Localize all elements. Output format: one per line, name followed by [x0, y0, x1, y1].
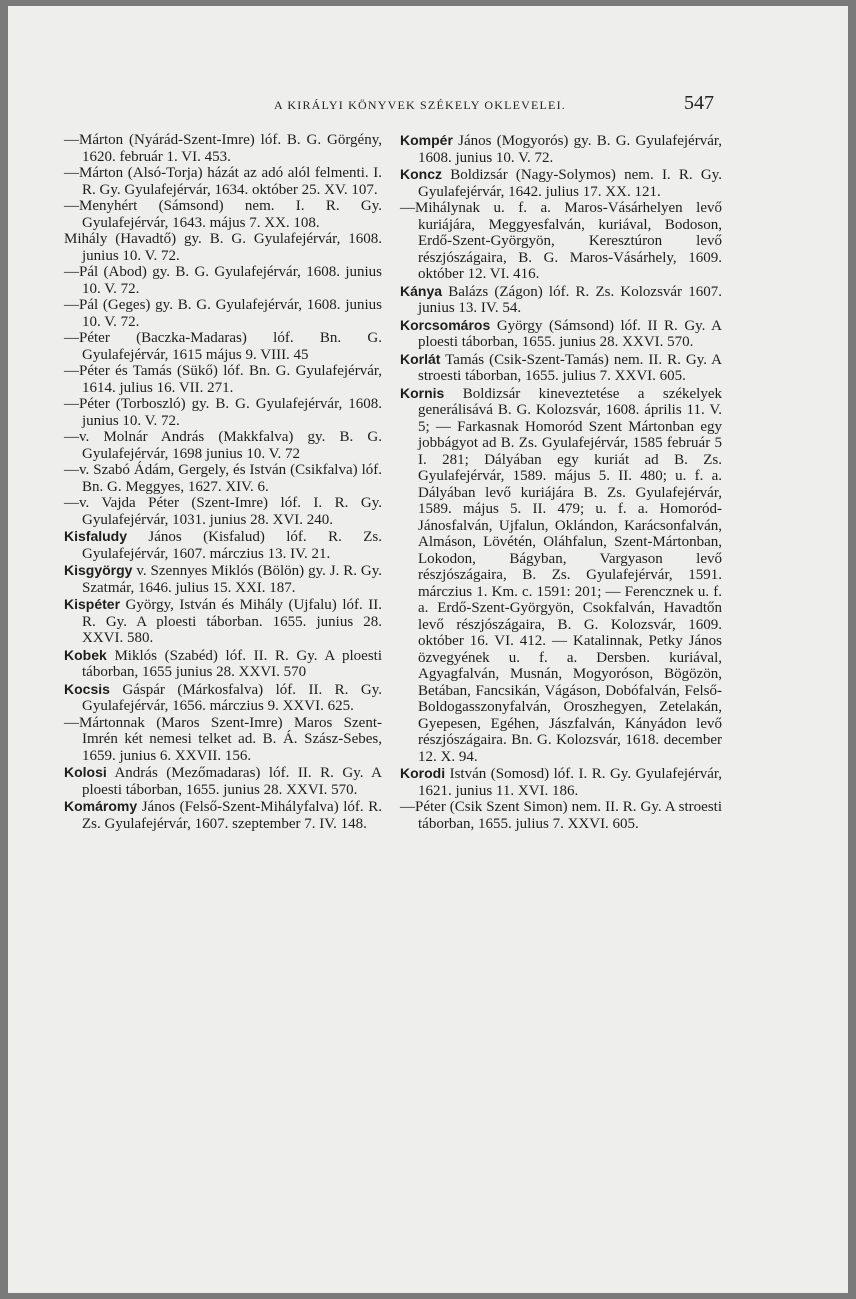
entry-text: István (Somosd) lóf. I. R. Gy. Gyulafejérvár, 1621. junius 11. XVI. 186.	[418, 766, 722, 799]
entry-text: —Pál (Geges) gy. B. G. Gyulafejérvár, 1608. junius 10. V. 72.	[64, 297, 382, 330]
index-entry	[64, 429, 382, 462]
entry-text: —Péter (Torboszló) gy. B. G. Gyulafejérvár, 1608. junius 10. V. 72.	[64, 396, 382, 429]
index-entry	[64, 596, 382, 647]
entry-text: —v. Molnár András (Makkfalva) gy. B. G. Gyulafejérvár, 1698 junius 10. V. 72	[64, 429, 382, 462]
entry-text: János (Felső-Szent-Mihályfalva) lóf. R. Zs. Gyulafejérvár, 1607. szeptember 7. IV. 148.	[82, 799, 382, 832]
entry-text: Gáspár (Márkosfalva) lóf. II. R. Gy. Gyulafejérvár, 1656. márczius 9. XXVI. 625.	[82, 681, 382, 714]
index-entry	[64, 165, 382, 198]
index-entry	[64, 396, 382, 429]
entry-headword: Korodi	[400, 765, 446, 781]
index-entry	[64, 681, 382, 715]
entry-headword: Kocsis	[64, 680, 110, 697]
index-entry	[400, 132, 722, 166]
index-entry	[64, 363, 382, 396]
index-entry	[400, 799, 722, 832]
entry-text: —Mártonnak (Maros Szent-Imre) Maros Szent-Imrén két nemesi telket ad. B. Á. Szász-Sebes, 1659. junius 6. XXVII. 156.	[64, 714, 382, 764]
entry-text: András (Mezőmadaras) lóf. II. R. Gy. A ploesti táborban, 1655. junius 28. XXVI. 570.	[82, 765, 382, 798]
index-entry	[400, 317, 722, 351]
index-entry	[64, 198, 382, 231]
entry-text: —Péter (Csik Szent Simon) nem. II. R. Gy. A stroesti táborban, 1655. julius 7. XXVI. 605.	[400, 799, 722, 832]
entry-headword: Koncz	[400, 166, 442, 182]
entry-headword: Kisgyörgy	[64, 562, 133, 578]
entry-headword: Kompér	[400, 132, 453, 148]
entry-text: —v. Vajda Péter (Szent-Imre) lóf. I. R. Gy. Gyulafejérvár, 1031. junius 28. XVI. 240.	[64, 495, 382, 528]
entry-headword: Kolosi	[64, 764, 107, 780]
entry-headword: Komáromy	[64, 798, 138, 814]
entry-text: —Péter (Baczka-Madaras) lóf. Bn. G. Gyulafejérvár, 1615 május 9. VIII. 45	[64, 330, 382, 363]
index-entry	[400, 200, 722, 283]
index-entry	[64, 231, 382, 264]
index-entry	[64, 764, 382, 798]
index-entry	[64, 715, 382, 765]
index-entry	[64, 297, 382, 330]
index-entry	[400, 283, 722, 317]
entry-text: János (Kisfalud) lóf. R. Zs. Gyulafejérvár, 1607. márczius 13. IV. 21.	[82, 529, 382, 562]
entry-text: György (Sámsond) lóf. II R. Gy. A ploesti táborban, 1655. junius 28. XXVI. 570.	[418, 317, 722, 350]
entry-text: Boldizsár (Nagy-Solymos) nem. I. R. Gy. Gyulafejérvár, 1642. julius 17. XX. 121.	[418, 167, 722, 200]
page-number: 547	[684, 92, 714, 114]
entry-headword: Korcsomáros	[400, 316, 491, 333]
entry-text: —Márton (Alsó-Torja) házát az adó alól felmenti. I. R. Gy. Gyulafejérvár, 1634. október 25. XV. 107.	[64, 165, 382, 198]
page-header	[8, 92, 848, 122]
index-entry	[400, 166, 722, 200]
entry-headword: Kobek	[64, 646, 107, 663]
index-entry	[64, 132, 382, 165]
index-entry	[64, 264, 382, 297]
entry-text: Mihály (Havadtő) gy. B. G. Gyulafejérvár, 1608. junius 10. V. 72.	[64, 231, 382, 264]
entry-text: —Márton (Nyárád-Szent-Imre) lóf. B. G. Görgény, 1620. február 1. VI. 453.	[64, 132, 382, 165]
index-entry	[64, 798, 382, 832]
entry-text: János (Mogyorós) gy. B. G. Gyulafejérvár, 1608. junius 10. V. 72.	[418, 133, 722, 166]
entry-headword: Korlát	[400, 350, 441, 367]
entry-text: v. Szennyes Miklós (Bölön) gy. J. R. Gy. Szatmár, 1646. julius 15. XXI. 187.	[82, 563, 382, 596]
index-entry	[400, 385, 722, 766]
index-entry	[64, 562, 382, 596]
entry-text: —v. Szabó Ádám, Gergely, és István (Csikfalva) lóf. Bn. G. Meggyes, 1627. XIV. 6.	[64, 462, 382, 495]
entry-headword: Kornis	[400, 384, 445, 401]
index-entry	[64, 462, 382, 495]
index-entry	[64, 495, 382, 528]
index-entry	[400, 765, 722, 799]
running-title: A KIRÁLYI KÖNYVEK SZÉKELY OKLEVELEI.	[274, 98, 566, 112]
entry-headword: Kispéter	[64, 596, 121, 612]
entry-text: —Mihálynak u. f. a. Maros-Vásárhelyen levő kuriájára, Meggyesfalván, kuriával, Bodoson, Erdő-Szent-Györgyön, Keresztúron levő részjószágaira, B. G. Maros-Vásárhely, 1609. október 12. VI. 416.	[400, 200, 722, 282]
left-column	[64, 132, 382, 832]
entry-text: Miklós (Szabéd) lóf. II. R. Gy. A ploesti táborban, 1655 junius 28. XXVI. 570	[82, 647, 382, 680]
right-column	[400, 132, 722, 832]
index-entry	[400, 351, 722, 385]
entry-text: Balázs (Zágon) lóf. R. Zs. Kolozsvár 1607. junius 13. IV. 54.	[418, 283, 722, 316]
entry-headword: Kisfaludy	[64, 528, 128, 544]
entry-text: Tamás (Csik-Szent-Tamás) nem. II. R. Gy. A stroesti táborban, 1655. julius 7. XXVI. 605.	[418, 351, 722, 384]
index-entry	[64, 647, 382, 681]
book-page	[8, 6, 848, 1293]
entry-headword: Kánya	[400, 282, 443, 299]
index-entry	[64, 528, 382, 562]
entry-text: —Péter és Tamás (Sükő) lóf. Bn. G. Gyulafejérvár, 1614. julius 16. VII. 271.	[64, 363, 382, 396]
entry-text: György, István és Mihály (Ujfalu) lóf. II. R. Gy. A ploesti táborban. 1655. junius 28. XXVI. 580.	[82, 597, 382, 646]
index-entry	[64, 330, 382, 363]
entry-text: —Menyhért (Sámsond) nem. I. R. Gy. Gyulafejérvár, 1643. május 7. XX. 108.	[64, 198, 382, 231]
entry-text: —Pál (Abod) gy. B. G. Gyulafejérvár, 1608. junius 10. V. 72.	[64, 264, 382, 297]
entry-text: Boldizsár kineveztetése a székelyek generálisává B. G. Kolozsvár, 1608. április 11. V. 5; — Farkasnak Homoród Szent Mártonban egy jobbágyot ad B. Zs. Gyulafejérvár, 1585 február 5 I. 281; Dályában egy kuriát ad B. Zs. Gyulafejérvár, 1589. május 5. II. 480; u. f. a. Dályában levő kuriájára B. Zs. Gyulafejérvár, 1589. május 5. II. 479; u. f. a. Homoród-Jánosfalván, Ujfalun, Oklándon, Karácsonfalván, Almáson, Lövétén, Oláhfalun, Szent-Mártonban, Lokodon, Bágyban, Vargyason levő részjószágaira, B. Zs. Gyulafejérvár, 1591. márczius 1. Km. c. 1591: 201; — Ferencznek u. f. a. Erdő-Szent-Györgyön, Csokfalván, Havadtőn levő részjószágaira, B. G. Kolozsvár, 1609. október 16. VI. 412. — Katalinnak, Petky János özvegyének u. f. a. Dersben. kuriával, Agyagfalván, Musnán, Mogyoróson, Bögözön, Betában, Fancsikán, Vágáson, Dobófalván, Felső-Boldogasszonyfalván, Oroszhegyen, Zetelakán, Gyepesen, Egéhen, Jászfalván, Kányádon levő részjószágaira. Bn. G. Kolozsvár, 1618. december 12. X. 94.	[418, 385, 722, 765]
